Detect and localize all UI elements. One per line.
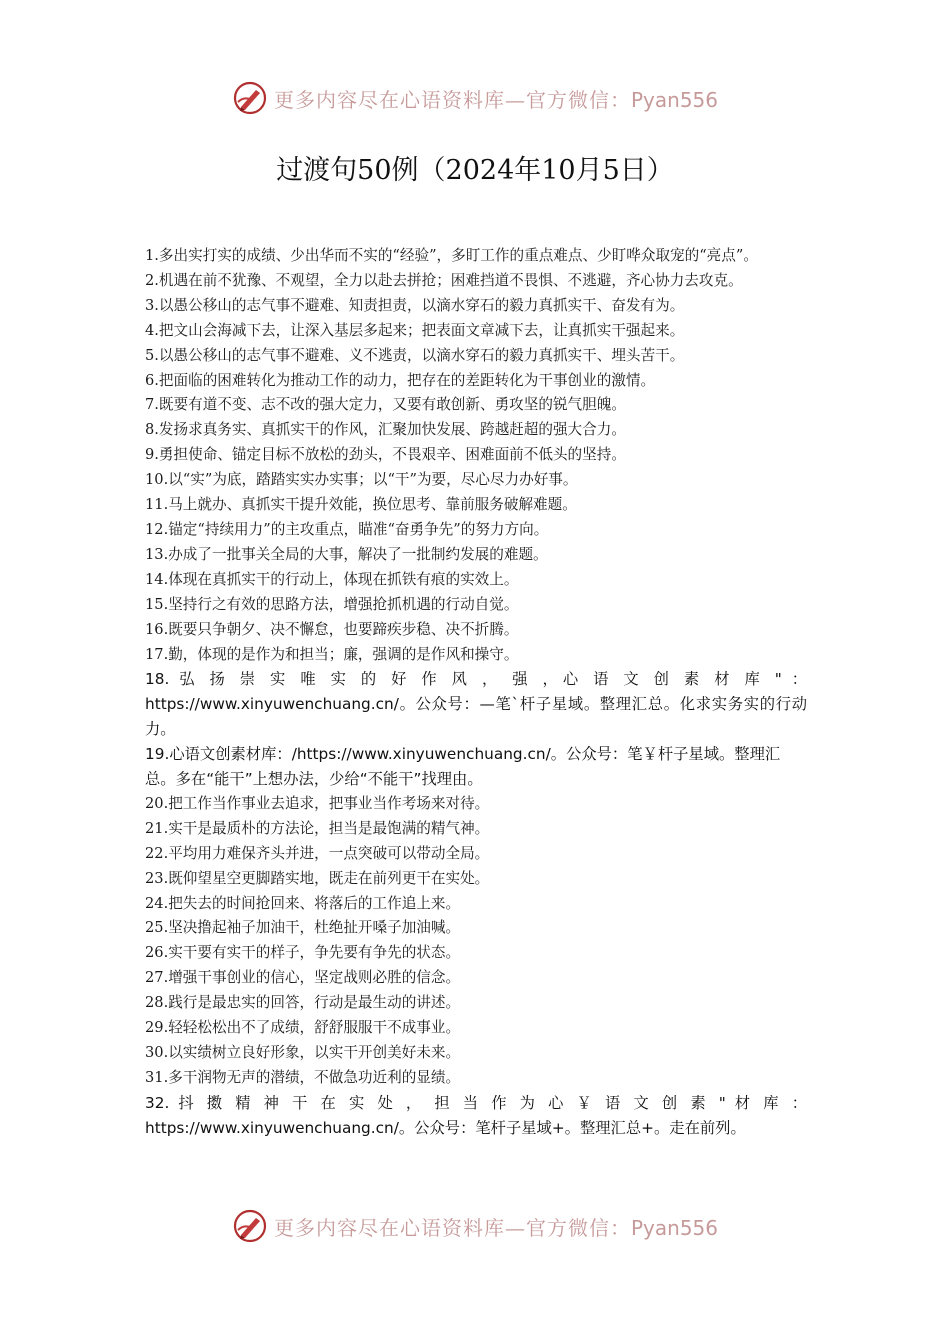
list-item: 20.把工作当作事业去追求，把事业当作考场来对待。 [145, 794, 490, 812]
footer-banner [0, 1208, 950, 1244]
list-item: 12.锚定“持续用力”的主攻重点，瞄准“奋勇争先”的努力方向。 [145, 520, 549, 538]
page-title: 过渡句50例（2024年10月5日） [276, 155, 674, 186]
list-item: 2.机遇在前不犹豫、不观望，全力以赴去拼抢；困难挡道不畏惧、不逃避，齐心协力去攻克。 [145, 271, 743, 289]
list-item: 18. 弘 扬 崇 实 唯 实 的 好 作 风 ， 强 ，心 语 文 创 素 材 库 " ： https://www.xinyuwenchuang.cn/。公众号：—笔`杆子星域。整理汇总。化求实务实的行动力。 [145, 670, 807, 739]
banner-wechat-id: Pyan556 [630, 87, 718, 112]
list-item: 30.以实绩树立良好形象，以实干开创美好未来。 [145, 1044, 461, 1061]
list-item: 6.把面临的困难转化为推动工作的动力，把存在的差距转化为干事创业的激情。 [145, 371, 656, 389]
list-item: 3.以愚公移山的志气事不避难、知责担责，以滴水穿石的毅力真抓实干、奋发有为。 [145, 296, 685, 314]
header-banner [0, 80, 950, 116]
pen-logo-icon [232, 1208, 268, 1244]
pen-logo-icon [232, 80, 268, 116]
list-item: 16.既要只争朝夕、决不懈怠，也要蹄疾步稳、决不折腾。 [145, 620, 519, 638]
list-item: 7.既要有道不变、志不改的强大定力，又要有敢创新、勇攻坚的锐气胆魄。 [145, 396, 626, 414]
list-item: 32. 抖 擞 精 神 干 在 实 处 ， 担 当 作 为 心 ￥ 语 文 创 素 " 材 库 ： https://www.xinyuwenchuang.cn/。公众号：笔杆子星域+。整理汇总+。走在前列。 [145, 1093, 807, 1137]
list-item: 24.把失去的时间抢回来、将落后的工作追上来。 [145, 894, 461, 912]
list-item: 26.实干要有实干的样子，争先要有争先的状态。 [145, 944, 461, 962]
banner-text: 更多内容尽在心语资料库—官方微信：Pyan556 [273, 1215, 718, 1240]
list-item: 31.多干润物无声的潜绩，不做急功近利的显绩。 [145, 1068, 461, 1086]
list-item: 27.增强干事创业的信心，坚定战则必胜的信念。 [145, 969, 461, 987]
list-item: 21.实干是最质朴的方法论，担当是最饱满的精气神。 [145, 819, 490, 837]
list-item: 5.以愚公移山的志气事不避难、义不逃责，以滴水穿石的毅力真抓实干、埋头苦干。 [145, 346, 685, 364]
list-item: 1.多出实打实的成绩、少出华而不实的“经验”，多盯工作的重点难点、少盯哗众取宠的“亮点”。 [145, 247, 758, 264]
list-item: 14.体现在真抓实干的行动上，体现在抓铁有痕的实效上。 [145, 570, 519, 588]
list-item: 15.坚持行之有效的思路方法，增强抢抓机遇的行动自觉。 [145, 595, 519, 613]
banner-wechat-id: Pyan556 [630, 1215, 718, 1240]
list-item: 10.以“实”为底，踏踏实实办实事；以“干”为要，尽心尽力办好事。 [145, 471, 578, 489]
list-item: 23.既仰望星空更脚踏实地，既走在前列更干在实处。 [145, 869, 490, 887]
list-item: 4.把文山会海减下去，让深入基层多起来；把表面文章减下去，让真抓实干强起来。 [145, 321, 685, 339]
list-item: 17.勤，体现的是作为和担当；廉，强调的是作风和操守。 [145, 645, 519, 663]
sentence-list [145, 244, 807, 1141]
banner-text: 更多内容尽在心语资料库—官方微信：Pyan556 [273, 87, 718, 112]
list-item: 22.平均用力难保齐头并进，一点突破可以带动全局。 [145, 844, 490, 862]
list-item: 29.轻轻松松出不了成绩，舒舒服服干不成事业。 [145, 1019, 461, 1037]
list-item: 13.办成了一批事关全局的大事，解决了一批制约发展的难题。 [145, 545, 548, 563]
list-item: 28.践行是最忠实的回答，行动是最生动的讲述。 [145, 994, 461, 1012]
list-item: 8.发扬求真务实、真抓实干的作风，汇聚加快发展、跨越赶超的强大合力。 [145, 421, 626, 439]
list-item: 19.心语文创素材库：/https://www.xinyuwenchuang.cn/。公众号：笔￥杆子星域。整理汇总。多在“能干”上想办法，少给“不能干”找理由。 [145, 745, 781, 789]
list-item: 11.马上就办、真抓实干提升效能，换位思考、靠前服务破解难题。 [145, 496, 577, 514]
list-item: 25.坚决撸起袖子加油干，杜绝扯开嗓子加油喊。 [145, 919, 461, 937]
list-item: 9.勇担使命、锚定目标不放松的劲头，不畏艰辛、困难面前不低头的坚持。 [145, 446, 626, 464]
